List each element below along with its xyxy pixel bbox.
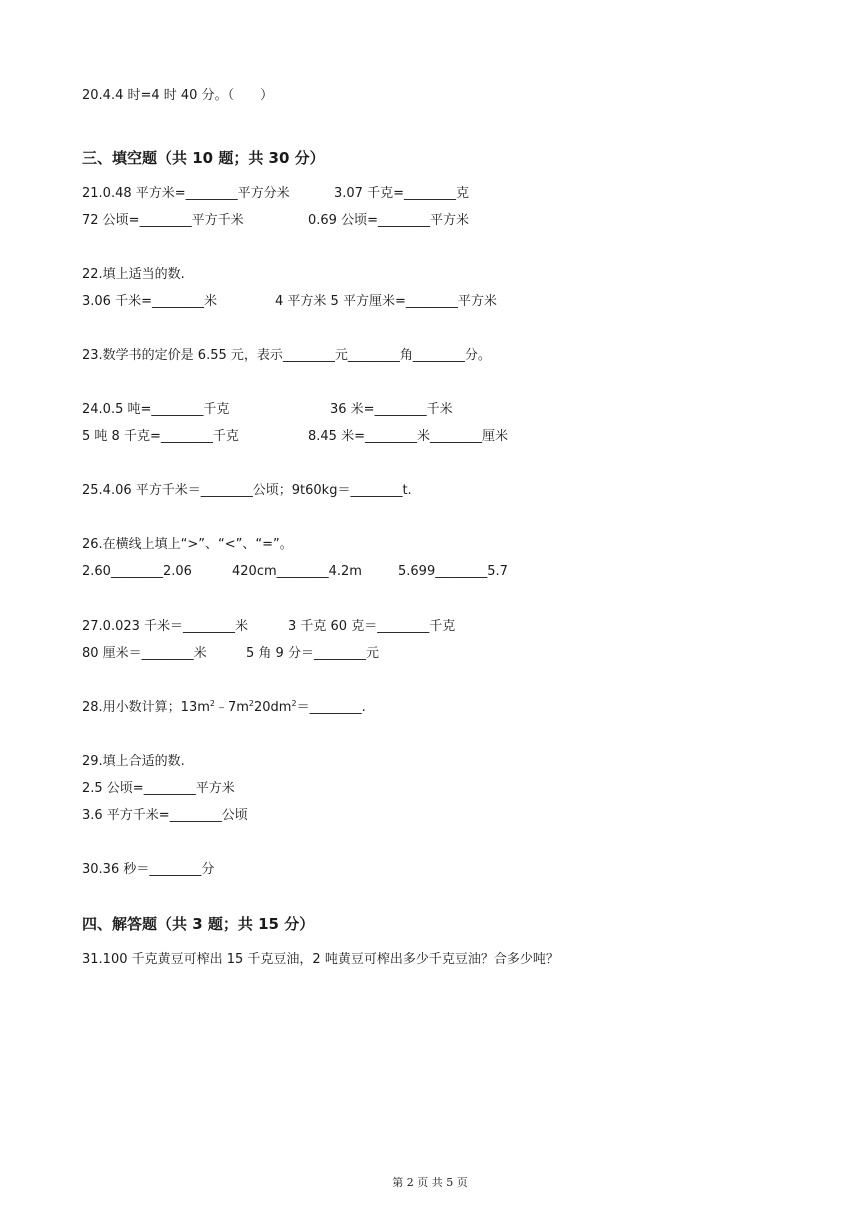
exponent: 2 [291, 699, 297, 708]
question-28-middle-1: ﹣7m [214, 700, 249, 715]
question-24-part-d: 8.45 米=________米________厘米 [308, 429, 508, 444]
question-31: 31.100 千克黄豆可榨出 15 千克豆油，2 吨黄豆可榨出多少千克豆油？合多少吨？ [82, 952, 559, 967]
exponent: 2 [209, 699, 215, 708]
question-26-part-c: 5.699________5.7 [398, 564, 508, 579]
question-24-part-c: 5 吨 8 千克=________千克 [82, 429, 239, 444]
question-22-stem: 22.填上适当的数. [82, 267, 185, 282]
question-26-part-b: 420cm________4.2m [232, 564, 362, 579]
question-29-part-b: 3.6 平方千米=________公顷 [82, 808, 248, 823]
question-28 [82, 700, 366, 716]
question-21-part-b: 3.07 千克=________克 [334, 186, 469, 201]
question-25: 25.4.06 平方千米＝________公顷；9t60kg＝________t. [82, 483, 412, 498]
page-footer: 第 2 页 共 5 页 [392, 1176, 468, 1189]
question-21-part-c: 72 公顷=________平方千米 [82, 213, 244, 228]
question-26-part-a: 2.60________2.06 [82, 564, 192, 579]
question-21-part-a: 21.0.48 平方米=________平方分米 [82, 186, 290, 201]
exponent: 2 [248, 699, 255, 708]
question-30: 30.36 秒＝________分 [82, 862, 215, 877]
question-29-stem: 29.填上合适的数. [82, 754, 185, 769]
question-26-stem: 26.在横线上填上“>”、“<”、“=”。 [82, 537, 293, 552]
question-28-suffix: ＝________. [296, 700, 366, 715]
question-27-part-a: 27.0.023 千米＝________米 [82, 619, 249, 634]
question-22-part-a: 3.06 千米=________米 [82, 294, 217, 309]
question-27-part-c: 80 厘米＝________米 [82, 646, 207, 661]
question-27-part-b: 3 千克 60 克＝________千克 [288, 619, 456, 634]
question-24-part-b: 36 米=________千米 [330, 402, 453, 417]
question-28-prefix: 28.用小数计算；13m [82, 700, 210, 715]
question-23: 23.数学书的定价是 6.55 元，表示________元________角________分。 [82, 348, 491, 363]
section-3-heading: 三、填空题（共 10 题；共 30 分） [82, 149, 325, 167]
question-24-part-a: 24.0.5 吨=________千克 [82, 402, 230, 417]
section-4-heading: 四、解答题（共 3 题；共 15 分） [82, 915, 315, 933]
question-28-middle-2: 20dm [254, 700, 292, 715]
question-27-part-d: 5 角 9 分＝________元 [246, 646, 379, 661]
question-29-part-a: 2.5 公顷=________平方米 [82, 781, 235, 796]
question-21-part-d: 0.69 公顷=________平方米 [308, 213, 469, 228]
question-22-part-b: 4 平方米 5 平方厘米=________平方米 [275, 294, 497, 309]
question-20: 20.4.4 时=4 时 40 分。（ ） [82, 88, 274, 103]
